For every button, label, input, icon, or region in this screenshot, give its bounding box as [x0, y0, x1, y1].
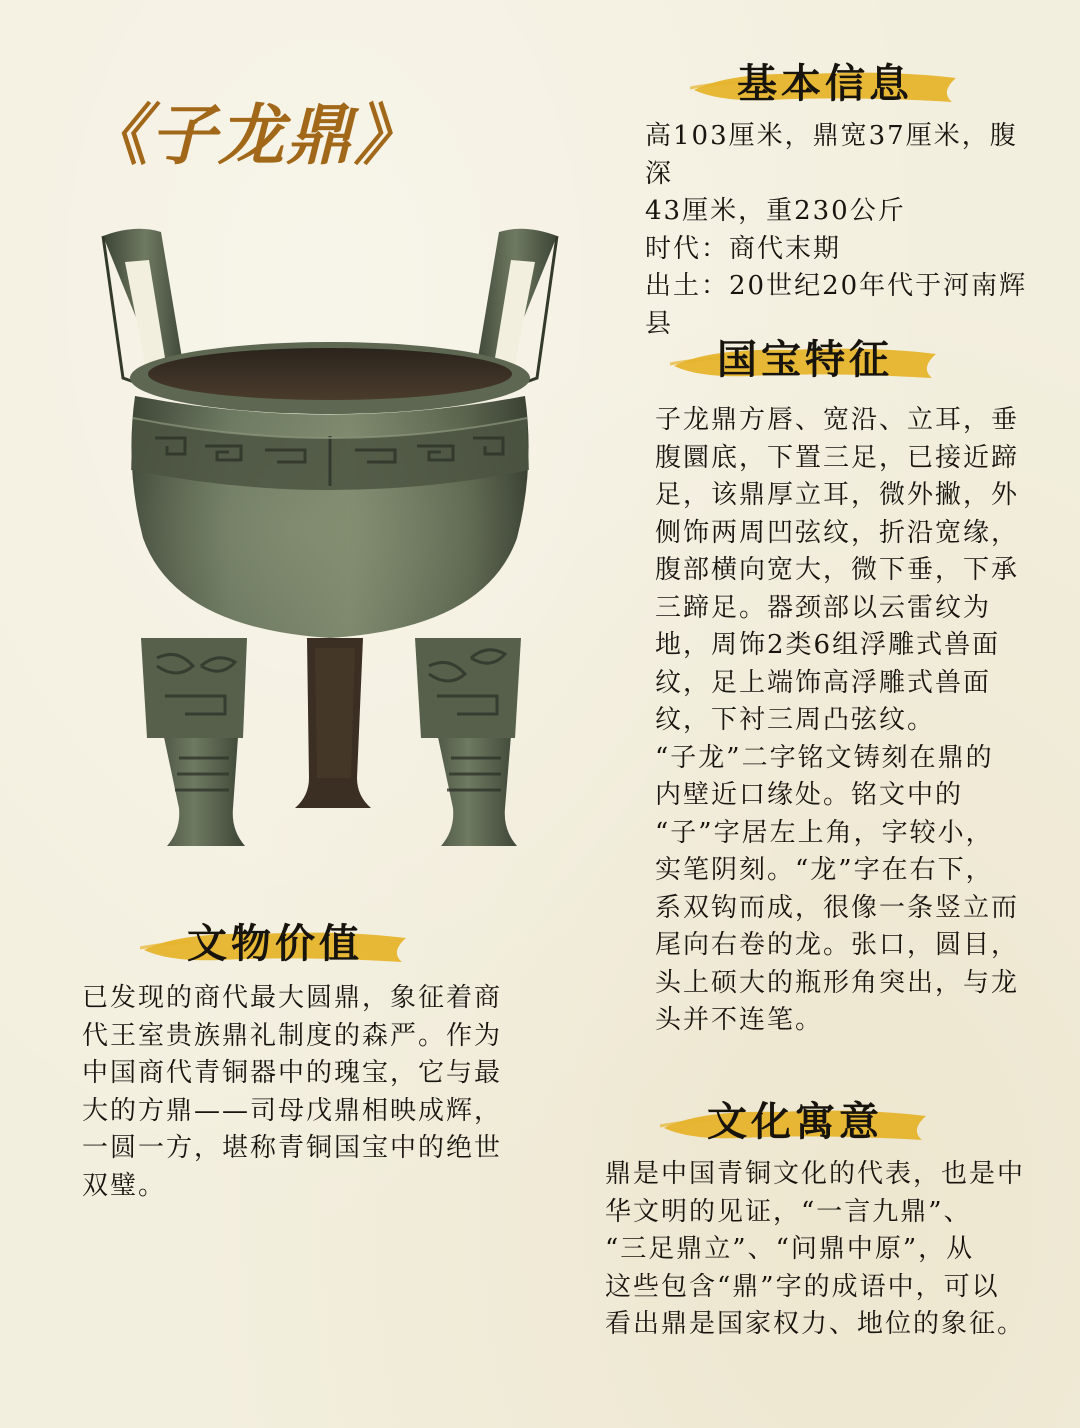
basic-info-line: 出土：20世纪20年代于河南辉	[645, 271, 1028, 301]
features-line: “子”字居左上角，字较小，	[655, 817, 994, 848]
culture-line: 这些包含“鼎”字的成语中，可以	[605, 1271, 1000, 1302]
culture-line: 华文明的见证，“一言九鼎”、	[605, 1196, 972, 1227]
features-line: 侧饰两周凹弦纹，折沿宽缘，	[655, 517, 1020, 548]
features-line: 系双钩而成，很像一条竖立而	[655, 892, 1020, 923]
features-line: 纹，下衬三周凸弦纹。	[655, 705, 936, 735]
features-text	[655, 402, 1055, 1040]
value-line: 已发现的商代最大圆鼎，象征着商	[82, 983, 503, 1013]
features-line: 腹部横向宽大，微下垂，下承	[655, 555, 1020, 585]
culture-line: 鼎是中国青铜文化的代表，也是中	[605, 1159, 1026, 1189]
heading-label: 文化寓意	[707, 1098, 883, 1145]
culture-text	[605, 1156, 1055, 1344]
value-line: 一圆一方，堪称青铜国宝中的绝世	[82, 1133, 503, 1163]
basic-info-line: 县	[645, 308, 674, 339]
basic-info-line: 43厘米，重230公斤	[645, 196, 906, 226]
basic-info-line: 时代：商代末期	[645, 233, 842, 264]
bronze-ding-image	[95, 218, 565, 878]
culture-line: 看出鼎是国家权力、地位的象征。	[605, 1309, 1026, 1339]
features-line: 头上硕大的瓶形角突出，与龙	[655, 967, 1020, 998]
heading-basic-info	[690, 50, 960, 112]
value-line: 大的方鼎——司母戊鼎相映成辉，	[82, 1095, 503, 1126]
value-text	[82, 980, 522, 1205]
features-line: 纹，足上端饰高浮雕式兽面	[655, 667, 992, 698]
heading-label: 国宝特征	[717, 336, 893, 383]
features-line: 头并不连笔。	[655, 1005, 824, 1035]
features-line: 实笔阴刻。“龙”字在右下，	[655, 855, 994, 885]
basic-info-text	[645, 118, 1045, 343]
heading-label: 文物价值	[187, 920, 363, 967]
heading-culture	[660, 1088, 930, 1150]
heading-value	[140, 910, 410, 972]
page-title: 《子龙鼎》	[82, 96, 422, 174]
culture-line: “三足鼎立”、“问鼎中原”，从	[605, 1234, 975, 1264]
features-line: 尾向右卷的龙。张口，圆目，	[655, 930, 1020, 960]
features-line: “子龙”二字铭文铸刻在鼎的	[655, 742, 994, 773]
features-line: 地，周饰2类6组浮雕式兽面	[655, 630, 1001, 660]
features-line: 内壁近口缘处。铭文中的	[655, 780, 964, 810]
features-line: 腹圜底，下置三足，已接近蹄	[655, 442, 1020, 473]
value-line: 双璧。	[82, 1170, 167, 1201]
basic-info-line: 高103厘米，鼎宽37厘米，腹深	[645, 121, 1018, 189]
heading-features	[670, 326, 940, 388]
features-line: 三蹄足。器颈部以云雷纹为	[655, 592, 992, 623]
value-line: 中国商代青铜器中的瑰宝，它与最	[82, 1058, 503, 1088]
features-line: 足，该鼎厚立耳，微外撇，外	[655, 480, 1020, 510]
features-line: 子龙鼎方唇、宽沿、立耳，垂	[655, 405, 1020, 435]
value-line: 代王室贵族鼎礼制度的森严。作为	[82, 1020, 503, 1051]
heading-label: 基本信息	[737, 60, 913, 107]
